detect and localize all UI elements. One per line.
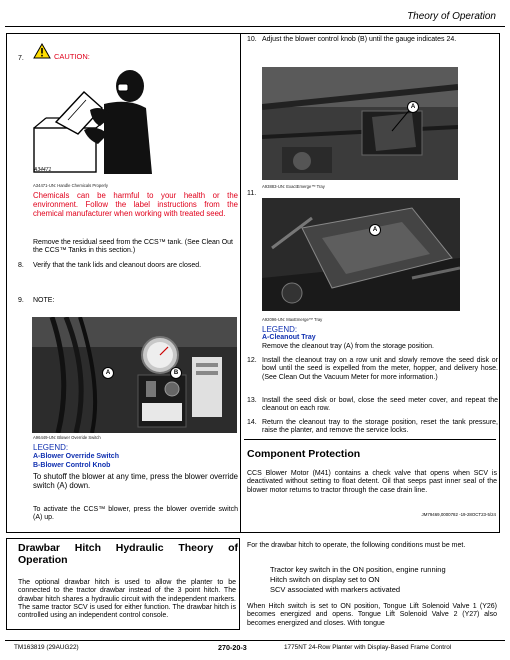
remove-tray-text: Remove the cleanout tray (A) from the storage position. (262, 343, 434, 350)
header-rule (5, 26, 505, 27)
step11-number: 11. (247, 190, 257, 197)
figure4-caption: A92096-UN: MaxEmerge™ Tray (262, 317, 323, 322)
step13-number: 13. (247, 397, 257, 404)
step10-number: 10. (247, 36, 257, 43)
figure1-code: A34471 (34, 167, 52, 173)
footer-product: 1775NT 24-Row Planter with Display-Based Frame Control (284, 644, 452, 651)
condition-item: Tractor key switch in the ON position, engine running (270, 565, 446, 574)
callout-a-figure4: A (369, 224, 381, 236)
step14-text: Return the cleanout tray to the storage position, reset the tank pressure, raise the planter, and remove the service locks. (262, 419, 498, 435)
legend-title-right: LEGEND: (262, 325, 298, 334)
legend-item-a-left: A-Blower Override Switch (33, 453, 119, 460)
figure-chemicals-illustration (32, 64, 162, 182)
step12-number: 12. (247, 357, 257, 364)
legend-title-left: LEGEND: (33, 443, 69, 452)
condition-item: SCV associated with markers activated (270, 585, 401, 594)
component-protection-text: CCS Blower Motor (M41) contains a check valve that opens when SCV is deactivated without setting to float detent. Oil that seeps past inner seal of the blower motor returns to tractor through the case drain line. (247, 470, 497, 494)
drawbar-heading: Drawbar Hitch Hydraulic Theory of Operation (18, 542, 238, 567)
legend-item-a-right: A-Cleanout Tray (262, 334, 316, 341)
drawbar-body-text: The optional drawbar hitch is used to allow the planter to be connected to the tractor drawbar instead of the 3 point hitch. The drawbar hitch shares a hydraulic circuit with the independent markers. The same tractor SCV is used for either function. The drawbar hitch is controlled using an independent control console. (18, 579, 236, 619)
component-section-rule (244, 439, 496, 440)
step14-number: 14. (247, 419, 257, 426)
caution-label: CAUTION: (54, 52, 90, 61)
step7-number: 7. (18, 55, 24, 62)
figure-blower-override-photo (32, 317, 237, 433)
conditions-body-text: When Hitch switch is set to ON position, Tongue Lift Solenoid Valve 1 (Y26) becomes energized and opens. Tongue Lift Solenoid Valve 2 (Y27) also becomes energized and closes. With tongue (247, 603, 497, 627)
document-reference: JM79469,0000782 -19-28OCT23-5/24 (421, 512, 496, 517)
component-protection-heading: Component Protection (247, 448, 361, 460)
conditions-intro: For the drawbar hitch to operate, the following conditions must be met. (247, 542, 466, 549)
figure1-caption: A34471-UN: Handle Chemicals Properly (33, 183, 108, 188)
step9-note: NOTE: (33, 297, 55, 304)
figure-exactemerge-tray-photo (262, 67, 458, 180)
footer-page-number: 270-20-3 (218, 643, 247, 652)
activate-text: To activate the CCS™ blower, press the blower override switch (A) up. (33, 506, 238, 522)
legend-item-b-left: B-Blower Control Knob (33, 462, 111, 469)
caution-icon (33, 43, 51, 62)
callout-b-figure2: B (170, 367, 182, 379)
step9-number: 9. (18, 297, 24, 304)
footer-rule (5, 640, 505, 641)
figure2-caption: A96449-UN: Blower Override Switch (33, 435, 101, 440)
callout-a-figure3: A (407, 101, 419, 113)
step10-text: Adjust the blower control knob (B) until the gauge indicates 24. (262, 36, 457, 43)
step8-text: Verify that the tank lids and cleanout doors are closed. (33, 262, 202, 269)
step13-text: Install the seed disk or bowl, close the seed meter cover, and repeat the cleanout on each row. (262, 397, 498, 413)
step8-number: 8. (18, 262, 24, 269)
figure-maxemerge-tray-photo (262, 198, 460, 311)
chemical-warning-text: Chemicals can be harmful to your health or the environment. Follow the label instructions from the chemical manufacturer when working with treated seed. (33, 191, 238, 219)
column-divider (240, 33, 241, 533)
callout-a-figure2: A (102, 367, 114, 379)
shutoff-text: To shutoff the blower at any time, press the blower override switch (A) down. (33, 472, 238, 491)
step12-text: Install the cleanout tray on a row unit and slowly remove the seed disk or bowl until the seed is expelled from the meter, hopper, and delivery hose. (See Clean Out the Vacuum Meter for more information.) (262, 357, 498, 381)
page-header-title: Theory of Operation (407, 11, 496, 22)
figure3-caption: A93883-UN: ExactEmerge™ Tray (262, 184, 325, 189)
footer-doc-number: TM163819 (29AUG22) (14, 644, 79, 651)
condition-item: Hitch switch on display set to ON (270, 575, 380, 584)
remove-seed-text: Remove the residual seed from the CCS™ tank. (See Clean Out the CCS™ Tanks in this section.) (33, 239, 233, 255)
